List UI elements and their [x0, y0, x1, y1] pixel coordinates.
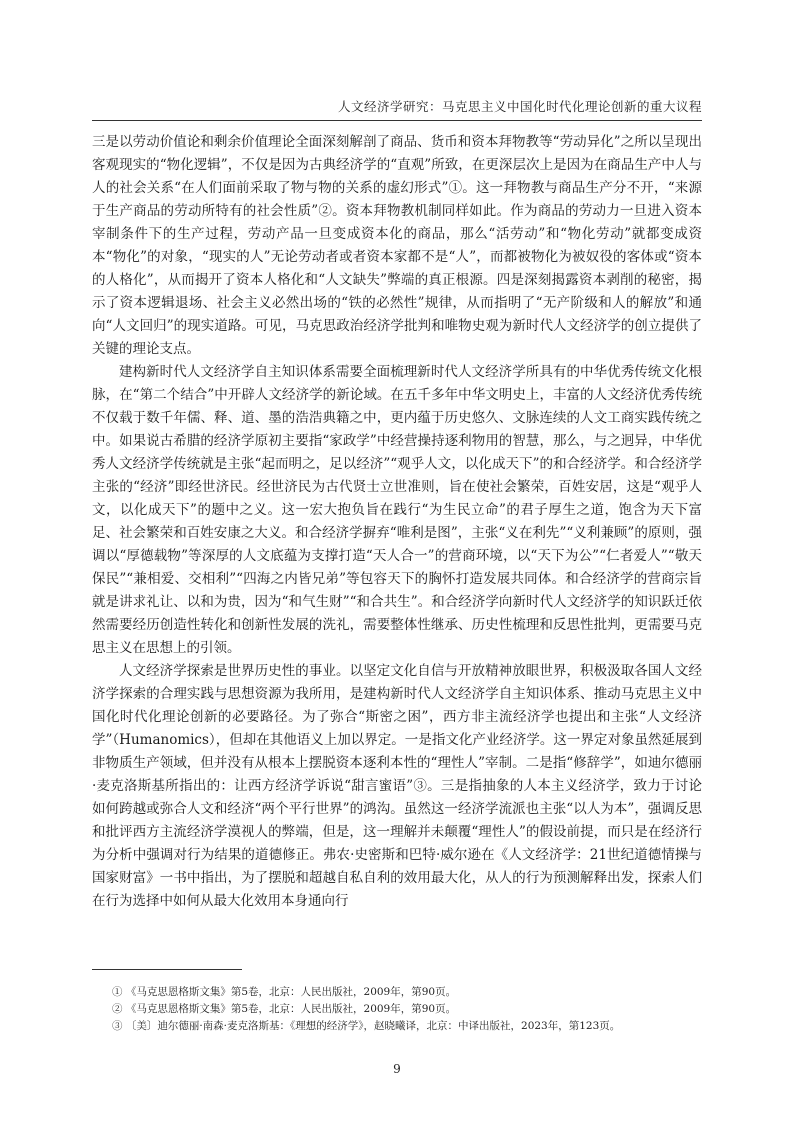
header-divider: [92, 120, 702, 121]
paragraph-3: 人文经济学探索是世界历史性的事业。以坚定文化自信与开放精神放眼世界，积极汲取各国人文经济学探索的合理实践与思想资源为我所用，是建构新时代人文经济学自主知识体系、推动马克思主义中国化时代化理论创新的必要路径。为了弥合“斯密之困”，西方非主流经济学也提出和主张“人文经济学”（Humanomics），但却在其他语义上加以界定。一是指文化产业经济学。这一界定对象虽然延展到非物质生产领域，但并没有从根本上摆脱资本逐利本性的“理性人”宰制。二是指“修辞学”，如迪尔德丽·麦克洛斯基所指出的：让西方经济学诉说“甜言蜜语”③。三是指抽象的人本主义经济学，致力于讨论如何跨越或弥合人文和经济“两个平行世界”的鸿沟。虽然这一经济学流派也主张“以人为本”，强调反思和批评西方主流经济学漠视人的弊端，但是，这一理解并未颠覆“理性人”的假设前提，而只是在经济行为分析中强调对行为结果的道德修正。弗农·史密斯和巴特·威尔逊在《人文经济学：21世纪道德情操与国家财富》一书中指出，为了摆脱和超越自私自利的效用最大化，从人的行为预测解释出发，探索人们在行为选择中如何从最大化效用本身通向行: [92, 663, 702, 909]
footnote-1: ① 《马克思恩格斯文集》第5卷，北京：人民出版社，2009年，第90页。: [112, 986, 457, 998]
footnotes: [112, 984, 702, 1035]
paragraph-2: 建构新时代人文经济学自主知识体系需要全面梳理新时代人文经济学所具有的中华优秀传统文化根脉，在“第二个结合”中开辟人文经济学的新论域。在五千多年中华文明史上，丰富的人文经济优秀传统不仅载于数千年儒、释、道、墨的浩浩典籍之中，更内蕴于历史悠久、文脉连续的人文工商实践传统之中。如果说古希腊的经济学原初主要指“家政学”中经营操持逐利物用的智慧，那么，与之迥异，中华优秀人文经济学传统就是主张“起而明之，足以经济”“观乎人文，以化成天下”的和合经济学。和合经济学主张的“经济”即经世济民。经世济民为古代贤士立世准则，旨在使社会繁荣，百姓安居，这是“观乎人文，以化成天下”的题中之义。这一宏大抱负旨在践行“为生民立命”的君子厚生之道，饱含为天下富足、社会繁荣和百姓安康之大义。和合经济学摒弃“唯利是图”，主张“义在利先”“义利兼顾”的原则，强调以“厚德载物”等深厚的人文底蕴为支撑打造“天人合一”的营商环境，以“天下为公”“仁者爱人”“敬天保民”“兼相爱、交相利”“四海之内皆兄弟”等包容天下的胸怀打造发展共同体。和合经济学的营商宗旨就是讲求礼让、以和为贵，因为“和气生财”“和合共生”。和合经济学向新时代人文经济学的知识跃迁依然需要经历创造性转化和创新性发展的洗礼，需要整体性继承、历史性梳理和反思性批判，更需要马克思主义在思想上的引领。: [92, 364, 702, 656]
footnote-3: ③ 〔美〕迪尔德丽·南森·麦克洛斯基：《理想的经济学》，赵晓曦译，北京：中译出版社，2023年，第123页。: [112, 1020, 621, 1032]
footnote-divider: [92, 969, 242, 970]
footnote-2: ② 《马克思恩格斯文集》第5卷，北京：人民出版社，2009年，第90页。: [112, 1003, 457, 1015]
body-text: [92, 131, 702, 913]
page-number: 9: [393, 1062, 401, 1076]
paragraph-1: 三是以劳动价值论和剩余价值理论全面深刻解剖了商品、货币和资本拜物教等“劳动异化”之所以呈现出客观现实的“物化逻辑”，不仅是因为古典经济学的“直观”所致，在更深层次上是因为在商品生产中人与人的社会关系“在人们面前采取了物与物的关系的虚幻形式”①。这一拜物教与商品生产分不开，“来源于生产商品的劳动所特有的社会性质”②。资本拜物教机制同样如此。作为商品的劳动力一旦进入资本宰制条件下的生产过程，劳动产品一旦变成资本化的商品，那么“活劳动”和“物化劳动”就都变成资本“物化”的对象，“现实的人”无论劳动者或者资本家都不是“人”，而都被物化为被奴役的客体或“资本的人格化”，从而揭开了资本人格化和“人文缺失”弊端的真正根源。四是深刻揭露资本剥削的秘密，揭示了资本逻辑退场、社会主义必然出场的“铁的必然性”规律，从而指明了“无产阶级和人的解放”和通向“人文回归”的现实道路。可见，马克思政治经济学批判和唯物史观为新时代人文经济学的创立提供了关键的理论支点。: [92, 134, 702, 357]
running-header: 人文经济学研究：马克思主义中国化时代化理论创新的重大议程: [337, 99, 702, 114]
